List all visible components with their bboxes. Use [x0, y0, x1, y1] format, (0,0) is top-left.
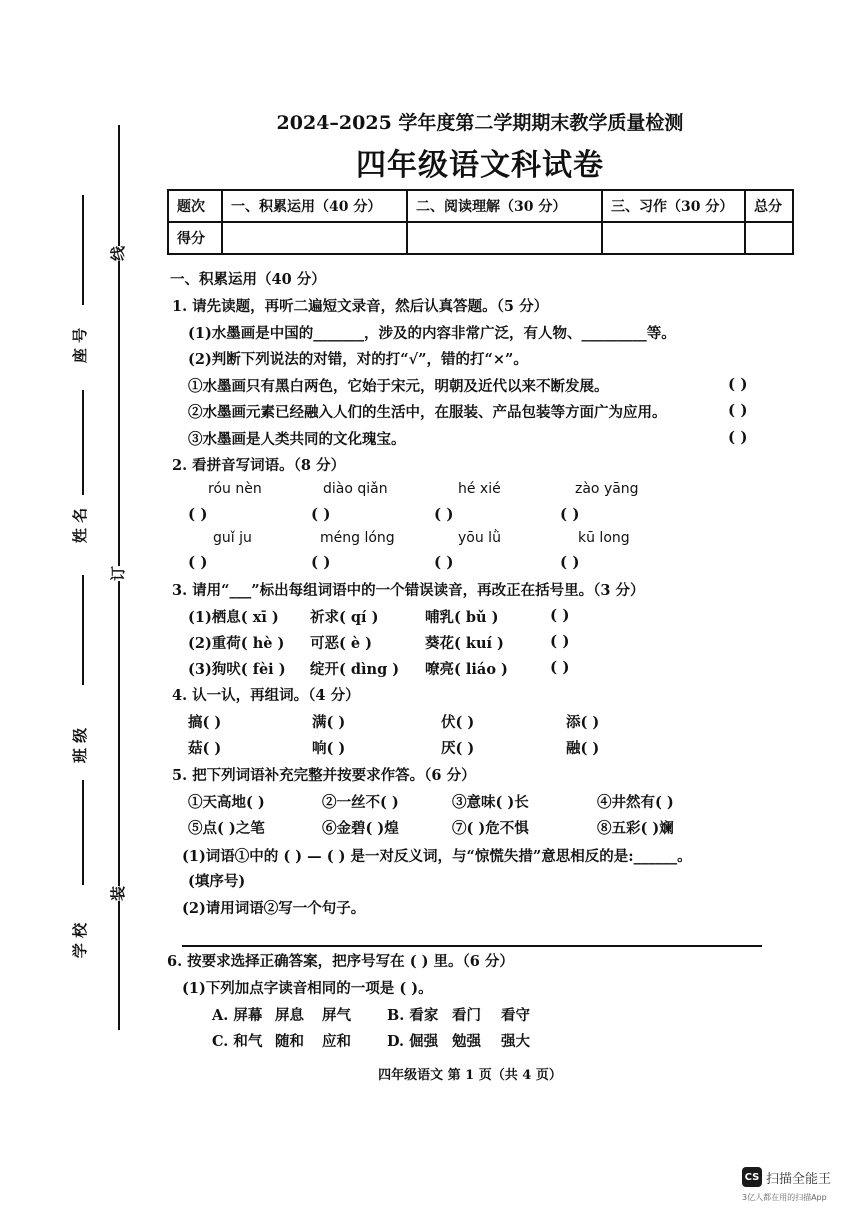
q6-sub1: (1)下列加点字读音相同的一项是 ( )。	[182, 980, 433, 997]
school-blank-line	[82, 780, 84, 885]
q4-title: 4. 认一认，再组词。（4 分）	[172, 687, 360, 704]
q3-answer-2[interactable]: ( )	[550, 632, 570, 650]
q3-row3-a: (3)狗吠( fèi )	[188, 661, 286, 678]
q2-answer-4[interactable]: ( )	[560, 505, 580, 523]
camscanner-name: 扫描全能王	[766, 1172, 832, 1187]
q2-answer-6[interactable]: ( )	[311, 553, 331, 571]
q1-answer-3[interactable]: ( )	[728, 428, 748, 446]
class-blank-line	[82, 575, 84, 685]
q3-row1-a: (1)栖息( xī )	[188, 609, 279, 626]
q5-r2-1[interactable]: ⑤点( )之笔	[188, 820, 265, 837]
q5-r1-1[interactable]: ①天高地( )	[188, 794, 265, 811]
q3-row1-c: 哺乳( bǔ )	[425, 609, 499, 626]
q2-pinyin-2: diào qiǎn	[323, 481, 388, 497]
q4-r2-4[interactable]: 融( )	[566, 740, 600, 757]
q3-title: 3. 请用“___”标出每组词语中的一个错误读音，再改正在括号里。（3 分）	[172, 582, 645, 599]
q6-option-b-3: 看守	[501, 1007, 530, 1024]
q2-pinyin-6: méng lóng	[320, 530, 395, 546]
q4-r2-3[interactable]: 厌( )	[441, 740, 475, 757]
q1-answer-2[interactable]: ( )	[728, 401, 748, 419]
q6-option-c-label[interactable]: C. 和气	[212, 1033, 263, 1050]
q2-pinyin-8: kū long	[578, 530, 630, 546]
seat-label: 座 号	[71, 327, 90, 364]
q6-option-a-3: 屏气	[322, 1007, 351, 1024]
q5-r2-4[interactable]: ⑧五彩( )斓	[597, 820, 674, 837]
q5-sub1: (1)词语①中的 ( ) — ( ) 是一对反义词，与“惊慌失措”意思相反的是:______。	[182, 848, 692, 865]
q3-row3-b: 绽开( dìng )	[310, 661, 400, 678]
score-table	[167, 189, 794, 255]
score-col-part2: 二、阅读理解（30 分）	[407, 190, 602, 222]
q3-row1-b: 祈求( qí )	[310, 609, 379, 626]
page-footer: 四年级语文 第 1 页（共 4 页）	[378, 1068, 562, 1083]
name-label: 姓 名	[71, 507, 90, 544]
camscanner-slogan: 3亿人都在用的扫描App	[742, 1193, 827, 1202]
exam-subtitle: 2024–2025 学年度第二学期期末教学质量检测	[276, 112, 684, 134]
score-table-header-row	[168, 190, 793, 222]
q6-option-d-2: 勉强	[452, 1033, 481, 1050]
q2-answer-8[interactable]: ( )	[560, 553, 580, 571]
school-label: 学 校	[71, 922, 90, 959]
q5-r2-2[interactable]: ⑥金碧( )煌	[322, 820, 399, 837]
q2-answer-7[interactable]: ( )	[434, 553, 454, 571]
q5-sub1-note: (填序号)	[188, 873, 246, 890]
q1-sub2: (2)判断下列说法的对错，对的打“√”，错的打“×”。	[188, 351, 528, 368]
q2-pinyin-4: zào yāng	[575, 481, 639, 497]
q4-r1-4[interactable]: 添( )	[566, 714, 600, 731]
mark-ding: 订	[109, 565, 128, 582]
q6-option-d-label[interactable]: D. 倔强	[387, 1033, 439, 1050]
q5-answer-line[interactable]	[182, 945, 762, 947]
score-table-score-row	[168, 222, 793, 254]
q6-option-c-2: 随和	[275, 1033, 304, 1050]
q5-title: 5. 把下列词语补充完整并按要求作答。（6 分）	[172, 767, 476, 784]
q1-sub1: (1)水墨画是中国的_______，涉及的内容非常广泛，有人物、_________等。	[188, 325, 676, 342]
section1-heading: 一、积累运用（40 分）	[170, 271, 326, 288]
mark-zhuang: 装	[109, 885, 128, 902]
camscanner-logo-icon: CS	[742, 1167, 762, 1187]
q1-item-3: ③水墨画是人类共同的文化瑰宝。	[188, 431, 406, 448]
q2-pinyin-5: guǐ ju	[213, 530, 252, 546]
q3-row2-b: 可恶( è )	[310, 635, 373, 652]
mark-xian: 线	[109, 245, 128, 262]
score-cell-part3[interactable]	[602, 222, 745, 254]
q3-answer-3[interactable]: ( )	[550, 658, 570, 676]
q5-r1-4[interactable]: ④井然有( )	[597, 794, 674, 811]
score-cell-part1[interactable]	[222, 222, 407, 254]
seat-blank-line	[82, 195, 84, 305]
score-cell-part2[interactable]	[407, 222, 602, 254]
score-col-total: 总分	[745, 190, 793, 222]
q2-answer-5[interactable]: ( )	[188, 553, 208, 571]
score-cell-total[interactable]	[745, 222, 793, 254]
q2-pinyin-1: róu nèn	[208, 481, 262, 497]
q5-r2-3[interactable]: ⑦( )危不惧	[452, 820, 529, 837]
score-row-label: 得分	[168, 222, 222, 254]
q4-r1-2[interactable]: 满( )	[312, 714, 346, 731]
q2-answer-3[interactable]: ( )	[434, 505, 454, 523]
exam-title: 四年级语文科试卷	[356, 148, 604, 183]
q3-row3-c: 嘹亮( liáo )	[425, 661, 508, 678]
q6-option-a-label[interactable]: A. 屏幕	[212, 1007, 263, 1024]
q1-item-2: ②水墨画元素已经融入人们的生活中，在服装、产品包装等方面广为应用。	[188, 404, 667, 421]
q6-option-b-label[interactable]: B. 看家	[387, 1007, 439, 1024]
q3-row2-a: (2)重荷( hè )	[188, 635, 285, 652]
name-blank-line	[82, 390, 84, 495]
q5-r1-2[interactable]: ②一丝不( )	[322, 794, 399, 811]
q4-r2-2[interactable]: 响( )	[312, 740, 346, 757]
score-col-item: 题次	[168, 190, 222, 222]
q2-answer-1[interactable]: ( )	[188, 505, 208, 523]
q2-pinyin-7: yōu lǜ	[458, 530, 501, 546]
q6-option-c-3: 应和	[322, 1033, 351, 1050]
q3-answer-1[interactable]: ( )	[550, 606, 570, 624]
score-col-part1: 一、积累运用（40 分）	[222, 190, 407, 222]
q6-title: 6. 按要求选择正确答案，把序号写在 ( ) 里。（6 分）	[167, 953, 514, 970]
q4-r1-3[interactable]: 伏( )	[441, 714, 475, 731]
score-col-part3: 三、习作（30 分）	[602, 190, 745, 222]
q4-r2-1[interactable]: 菇( )	[188, 740, 222, 757]
q2-pinyin-3: hé xié	[458, 481, 501, 497]
q2-answer-2[interactable]: ( )	[311, 505, 331, 523]
q5-sub2: (2)请用词语②写一个句子。	[182, 900, 366, 917]
class-label: 班 级	[71, 727, 90, 764]
q1-answer-1[interactable]: ( )	[728, 375, 748, 393]
q6-option-a-2: 屏息	[275, 1007, 304, 1024]
q2-title: 2. 看拼音写词语。（8 分）	[172, 457, 346, 474]
q1-item-1: ①水墨画只有黑白两色，它始于宋元，明朝及近代以来不断发展。	[188, 378, 609, 395]
q6-option-d-3: 强大	[501, 1033, 530, 1050]
q4-r1-1[interactable]: 搞( )	[188, 714, 222, 731]
q5-r1-3[interactable]: ③意味( )长	[452, 794, 529, 811]
q1-title: 1. 请先读题，再听二遍短文录音，然后认真答题。（5 分）	[172, 298, 549, 315]
q3-row2-c: 葵花( kuí )	[425, 635, 504, 652]
q6-option-b-2: 看门	[452, 1007, 481, 1024]
